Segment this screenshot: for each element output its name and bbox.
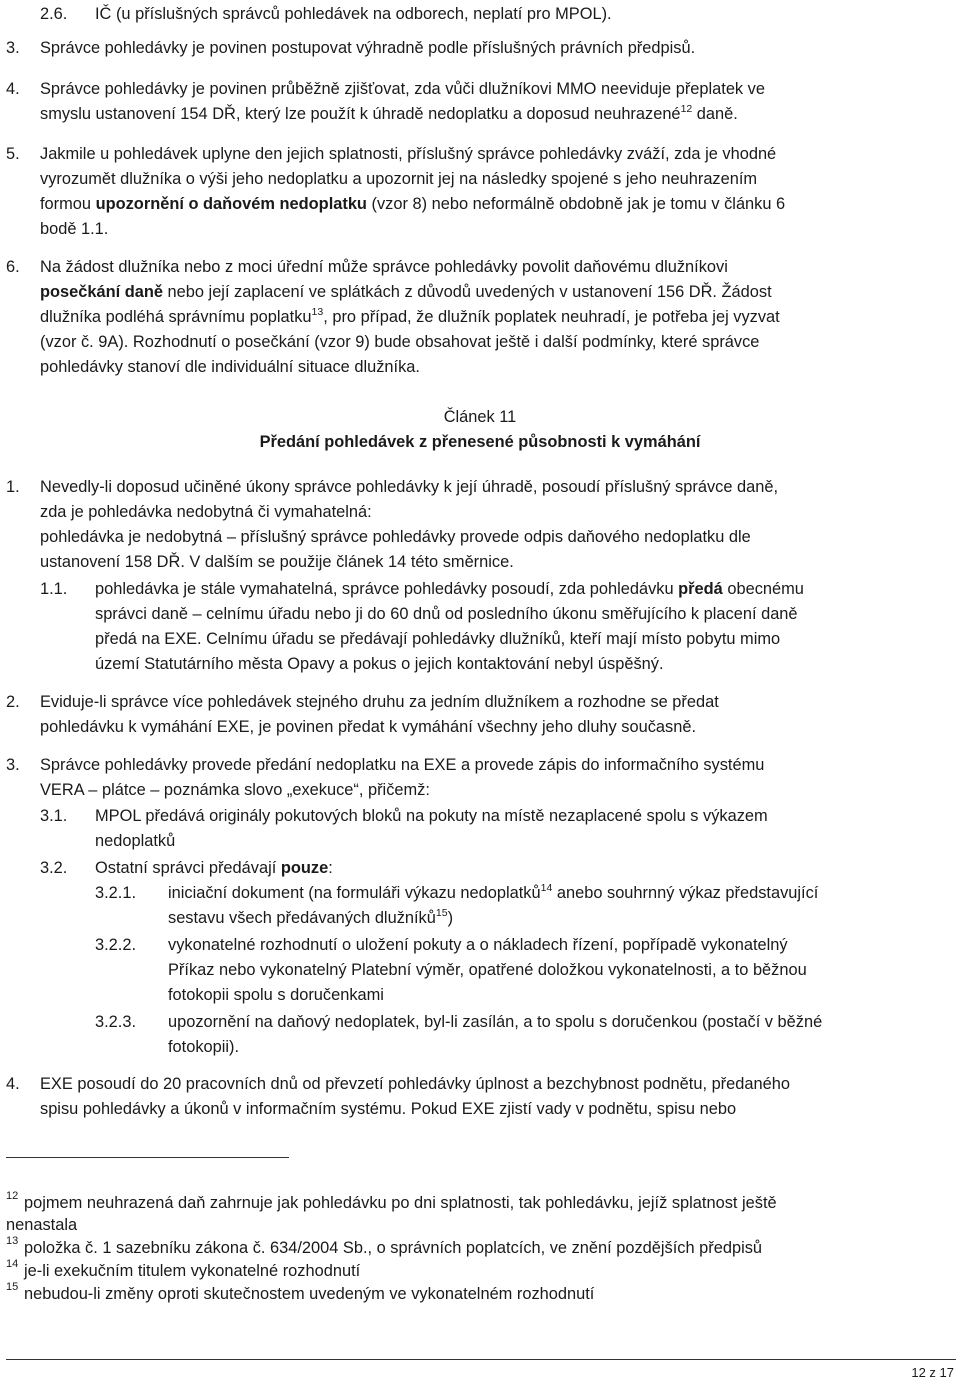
footnote-number: 12	[6, 1190, 19, 1202]
item-text: sestavu všech předávaných dlužníků$^{15}$)	[168, 906, 454, 927]
item-number: 6.	[6, 258, 20, 276]
footnote-ref[interactable]: 14	[540, 881, 553, 894]
item-text: pohledávky stanoví dle individuální situace dlužníka.	[40, 358, 420, 376]
item-text: fotokopii).	[168, 1038, 240, 1056]
item-text: zda je pohledávka nedobytná či vymahatelná:	[40, 503, 372, 521]
item-text: bodě 1.1.	[40, 220, 109, 238]
article-number: Článek 11	[443, 408, 517, 426]
footnote-text: je-li exekučním titulem vykonatelné rozhodnutí	[24, 1262, 361, 1280]
item-text: Nevedly-li doposud učiněné úkony správce pohledávky k její úhradě, posoudí příslušný správce daně,	[40, 478, 779, 496]
item-number: 3.	[6, 39, 20, 57]
item-text: Ostatní správci předávají pouze:	[95, 859, 333, 877]
item-number: 4.	[6, 80, 20, 98]
item-number: 2.	[6, 693, 20, 711]
footnote-separator	[6, 1157, 289, 1158]
item-text: Správce pohledávky je povinen průběžně zjišťovat, zda vůči dlužníkovi MMO neeviduje přeplatek ve	[40, 80, 765, 98]
item-text: formou upozornění o daňovém nedoplatku (vzor 8) nebo neformálně obdobně jak je tomu v článku 6	[40, 195, 786, 213]
item-text: smyslu ustanovení 154 DŘ, který lze použít k úhradě nedoplatku a doposud neuhrazené$^{12}$ daně.	[40, 102, 738, 123]
item-number: 3.1.	[40, 807, 68, 825]
item-number: 5.	[6, 145, 20, 163]
footnote-text: nebudou-li změny oproti skutečnostem uvedeným ve vykonatelném rozhodnutí	[24, 1285, 595, 1303]
item-text: EXE posoudí do 20 pracovních dnů od převzetí pohledávky úplnost a bezchybnost podnětu, předaného	[40, 1075, 790, 1093]
item-text: pohledávka je stále vymahatelná, správce pohledávky posoudí, zda pohledávku předá obecnému	[95, 580, 804, 598]
item-number: 4.	[6, 1075, 20, 1093]
item-text: IČ (u příslušných správců pohledávek na odborech, neplatí pro MPOL).	[95, 5, 612, 23]
item-text: pohledávka je nedobytná – příslušný správce pohledávky provede odpis daňového nedoplatku dle	[40, 528, 751, 546]
footnote-text: položka č. 1 sazebníku zákona č. 634/2004 Sb., o správních poplatcích, ve znění pozdějších předpisů	[24, 1239, 763, 1257]
item-text: Správce pohledávky je povinen postupovat výhradně podle příslušných právních předpisů.	[40, 39, 696, 57]
item-text: (vzor č. 9A). Rozhodnutí o posečkání (vzor 9) bude obsahovat ještě i další podmínky, které správce	[40, 333, 760, 351]
item-text: iniciační dokument (na formuláři výkazu nedoplatků$^{14}$ anebo souhrnný výkaz představující	[168, 881, 819, 902]
item-text: Jakmile u pohledávek uplyne den jejich splatnosti, příslušný správce pohledávky zváží, zda je vhodné	[40, 145, 777, 163]
footnote-text: nenastala	[6, 1216, 78, 1234]
item-text: posečkání daně nebo její zaplacení ve splátkách z důvodů uvedených v ustanovení 156 DŘ. Žádost	[40, 283, 772, 301]
footnote-ref[interactable]: 13	[311, 305, 324, 318]
item-text: Příkaz nebo vykonatelný Platební výměr, opatřené doložkou vykonatelnosti, a to běžnou	[168, 961, 807, 979]
item-number: 1.1.	[40, 580, 68, 598]
item-text: spisu pohledávky a úkonů v informačním systému. Pokud EXE zjistí vady v podnětu, spisu nebo	[40, 1100, 737, 1118]
item-text: fotokopii spolu s doručenkami	[168, 986, 384, 1004]
item-text: upozornění na daňový nedoplatek, byl-li zasílán, a to spolu s doručenkou (postačí v běžné	[168, 1013, 823, 1031]
item-text: území Statutárního města Opavy a pokus o jejich kontaktování nebyl úspěšný.	[95, 655, 664, 673]
item-text: ustanovení 158 DŘ. V dalším se použije článek 14 této směrnice.	[40, 553, 514, 571]
footer-separator	[6, 1359, 956, 1360]
item-text: správci daně – celnímu úřadu nebo ji do 60 dnů od posledního úkonu směřujícího k placení daně	[95, 605, 798, 623]
footnote-ref[interactable]: 15	[435, 906, 448, 919]
page-number: 12 z 17	[911, 1365, 954, 1380]
item-text: Eviduje-li správce více pohledávek stejného druhu za jedním dlužníkem a rozhodne se předat	[40, 693, 719, 711]
item-text: Správce pohledávky provede předání nedoplatku na EXE a provede zápis do informačního systému	[40, 756, 765, 774]
item-text: dlužníka podléhá správnímu poplatku$^{13}$, pro případ, že dlužník poplatek neuhradí, je potřeba jej vyzvat	[40, 305, 780, 326]
footnote-number: 13	[6, 1235, 19, 1247]
footnote-number: 14	[6, 1258, 19, 1270]
item-number: 2.6.	[40, 5, 68, 23]
item-text: vyrozumět dlužníka o výši jeho nedoplatku a upozornit jej na následky spojené s jeho neuhrazením	[40, 170, 758, 188]
item-text: pohledávku k vymáhání EXE, je povinen předat k vymáhání všechny jeho dluhy současně.	[40, 718, 697, 736]
item-text: předá na EXE. Celnímu úřadu se předávají pohledávky dlužníků, kteří mají místo pobytu mimo	[95, 630, 781, 648]
item-number: 3.2.	[40, 859, 68, 877]
item-text: Na žádost dlužníka nebo z moci úřední může správce pohledávky povolit daňovému dlužníkovi	[40, 258, 728, 276]
item-text: VERA – plátce – poznámka slovo „exekuce“, přičemž:	[40, 781, 430, 799]
item-number: 1.	[6, 478, 20, 496]
item-number: 3.2.2.	[95, 936, 137, 954]
footnote-ref[interactable]: 12	[680, 102, 693, 115]
item-number: 3.	[6, 756, 20, 774]
item-text: nedoplatků	[95, 832, 176, 850]
article-title: Předání pohledávek z přenesené působnosti k vymáhání	[259, 433, 701, 451]
footnote-text: pojmem neuhrazená daň zahrnuje jak pohledávku po dni splatnosti, tak pohledávku, jejíž splatnost ještě	[24, 1194, 777, 1212]
item-text: MPOL předává originály pokutových bloků na pokuty na místě nezaplacené spolu s výkazem	[95, 807, 768, 825]
item-text: vykonatelné rozhodnutí o uložení pokuty a o nákladech řízení, popřípadě vykonatelný	[168, 936, 788, 954]
footnote-number: 15	[6, 1281, 19, 1293]
item-number: 3.2.3.	[95, 1013, 137, 1031]
item-number: 3.2.1.	[95, 884, 137, 902]
